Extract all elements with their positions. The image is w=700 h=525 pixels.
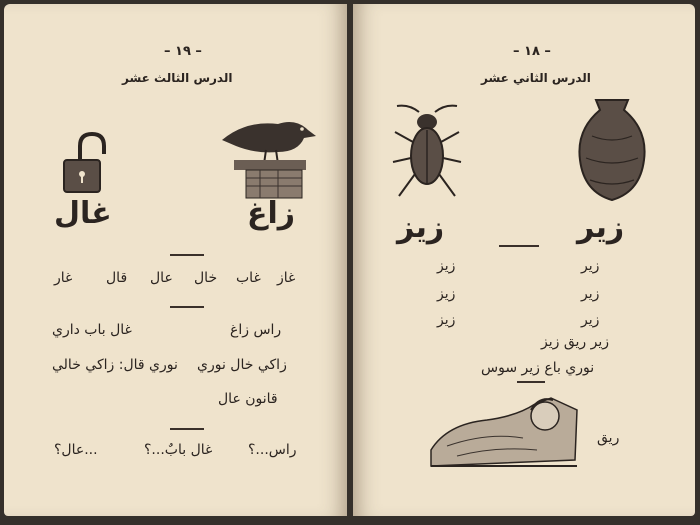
row1-word: خال [194,270,218,286]
underline [517,381,545,383]
page-number: – ١٨ – [513,44,551,59]
picture-caption: ريق [597,430,620,446]
col-left-word: زيز [437,286,456,302]
page-19 [4,4,347,516]
lesson-title: الدرس الثاني عشر [481,71,591,85]
crow-icon [216,112,321,200]
padlock-icon [56,132,112,194]
row1-word: عال [150,270,173,286]
col-right-word: زير [581,312,600,328]
divider [170,428,204,430]
sentence-1-right: راس زاغ [230,322,282,338]
exercise-mid: غال بابٌ...؟ [144,442,213,458]
word-ghal: غال [54,196,112,231]
sleeping-child-icon [427,390,583,474]
row1-word: قال [106,270,128,286]
word-zir: زير [577,210,625,245]
line-1: زير ريق زيز [541,334,609,350]
word-ziz: زيز [397,210,445,245]
sentence-2-right: زاكي خال نوري [197,357,287,373]
beetle-icon [389,102,465,202]
exercise-left: ...عال؟ [54,442,98,458]
divider [170,306,204,308]
line-2: نوري باع زير سوس [481,360,595,376]
col-right-word: زير [581,286,600,302]
lesson-title: الدرس الثالث عشر [122,71,233,85]
page-number: – ١٩ – [164,44,202,59]
sentence-3: قانون عال [218,391,278,407]
sentence-1-left: غال باب داري [52,322,132,338]
row1-word: غار [54,270,73,286]
row1-word: غاب [236,270,261,286]
col-left-word: زيز [437,312,456,328]
divider [499,245,539,247]
sentence-2-left: نوري قال: زاكي خالي [52,357,178,373]
col-left-word: زيز [437,258,456,274]
word-zagh: زاغ [247,196,296,231]
col-right-word: زير [581,258,600,274]
row1-word: غاز [277,270,296,286]
divider [170,254,204,256]
vase-icon [572,96,652,204]
exercise-right: راس...؟ [248,442,297,458]
page-18 [353,4,695,516]
